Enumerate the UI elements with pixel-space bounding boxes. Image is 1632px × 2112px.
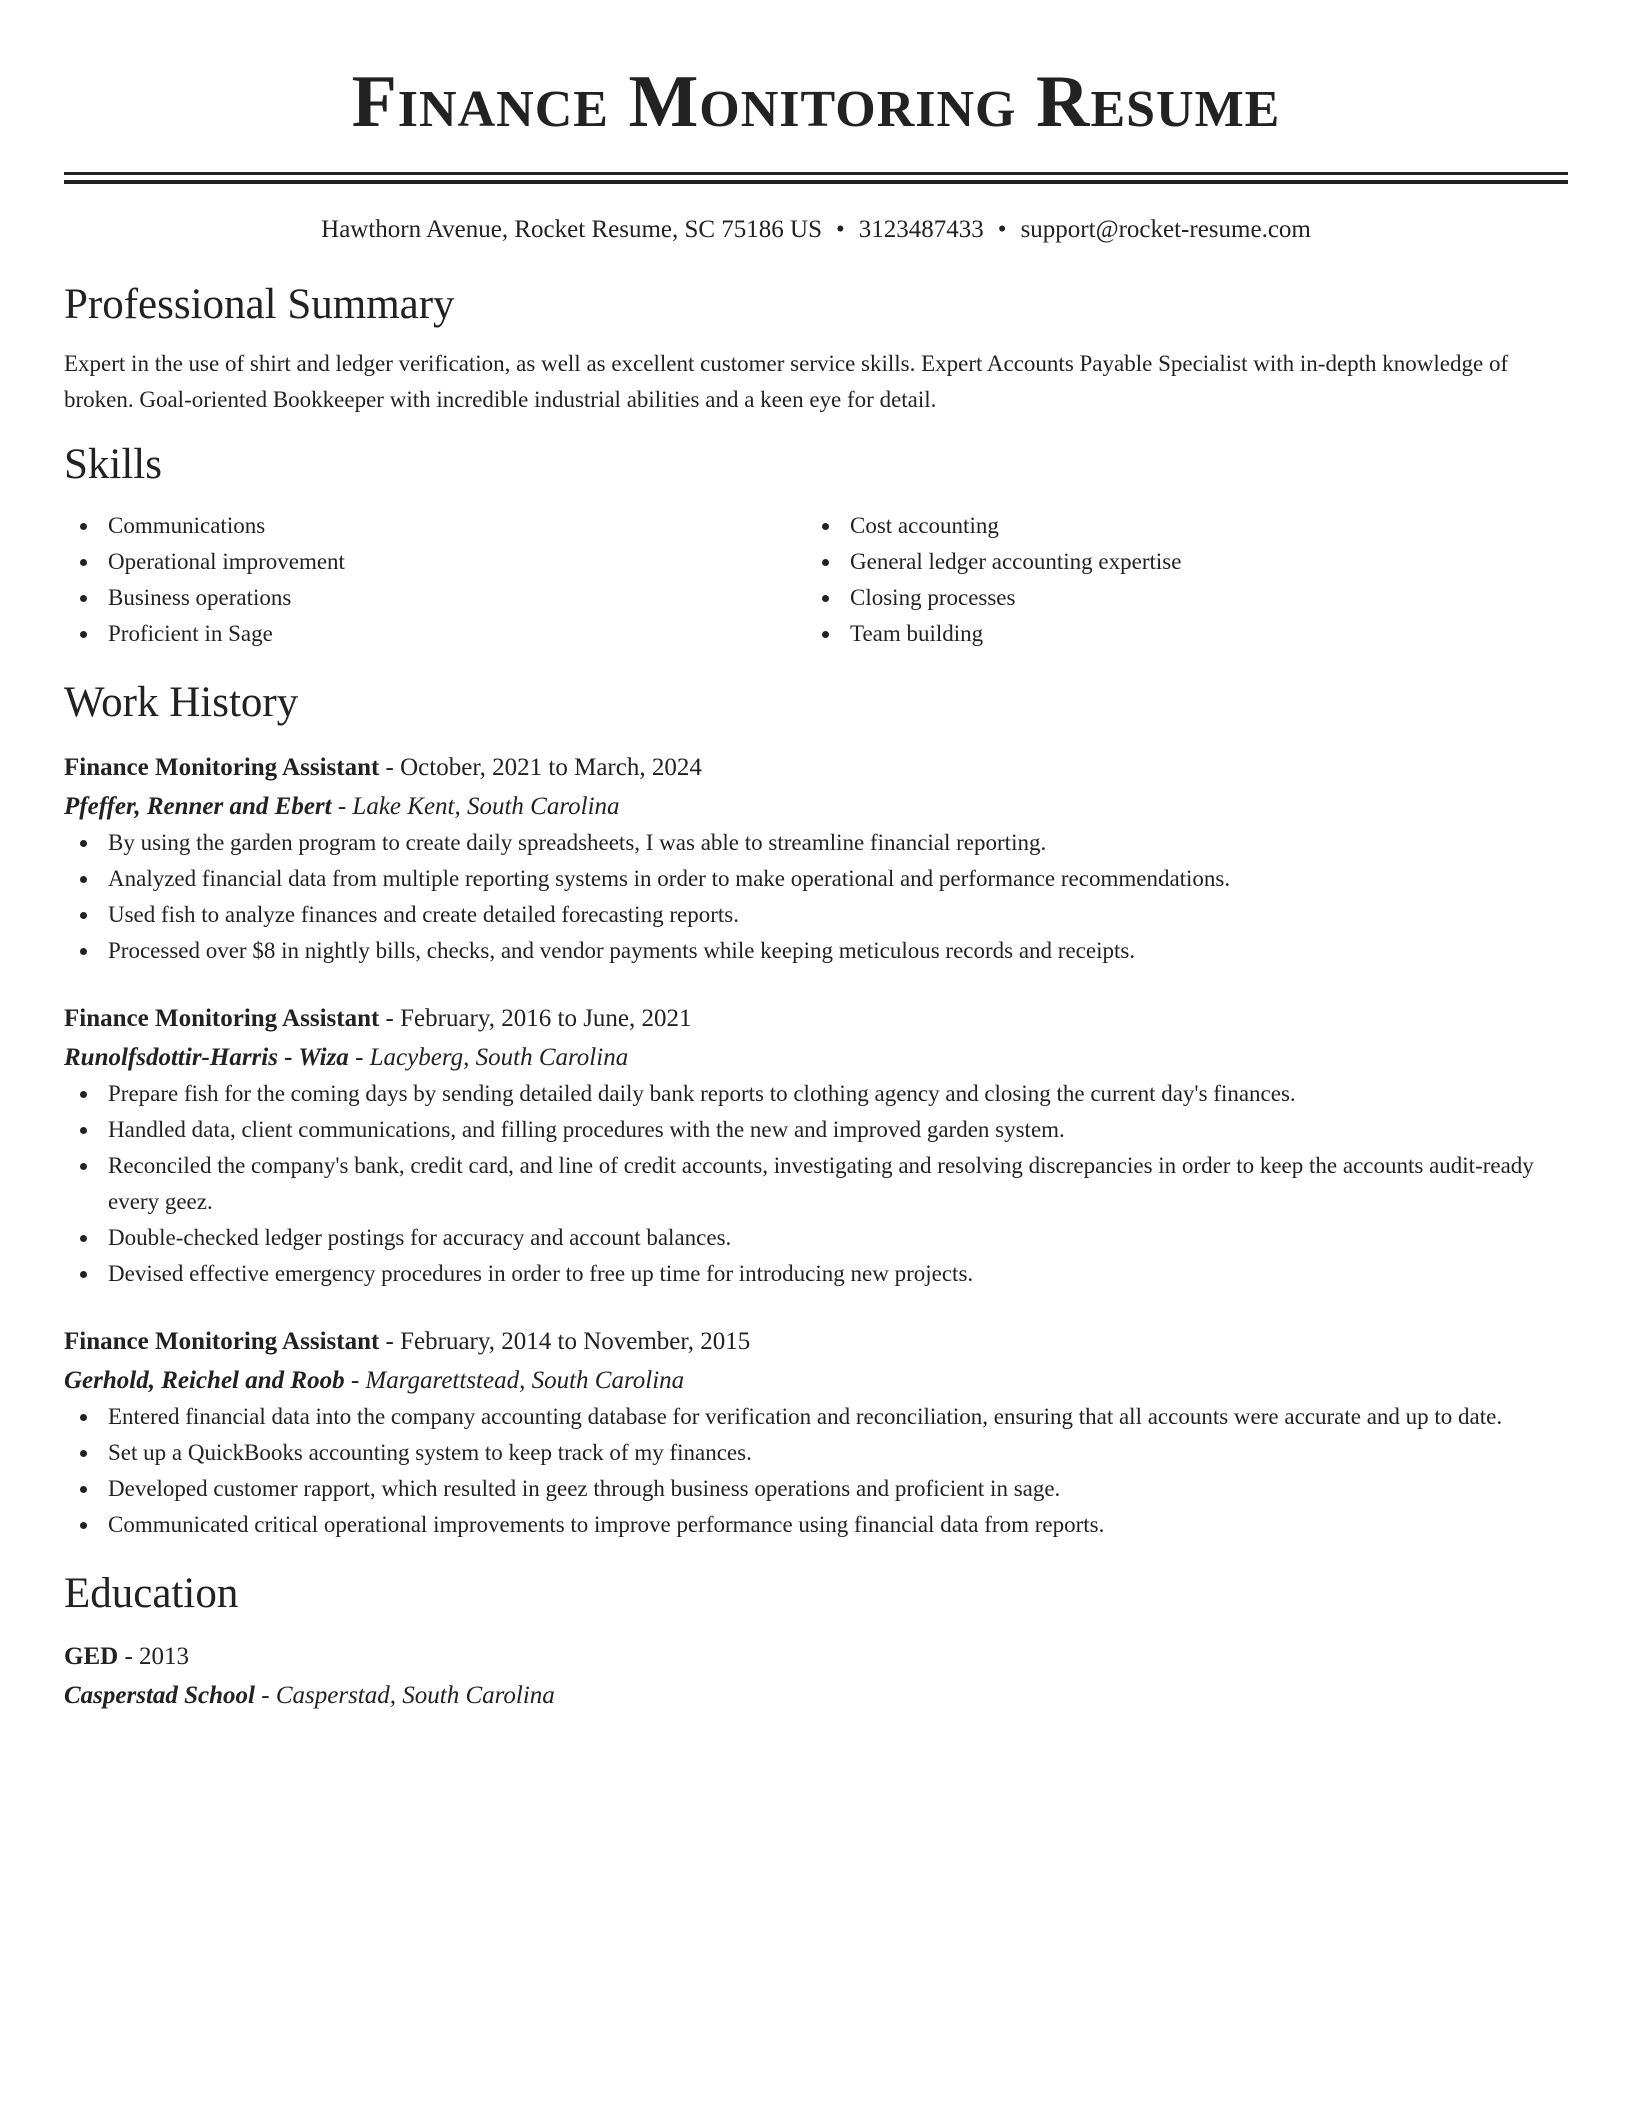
job-entry xyxy=(64,1001,1568,1292)
skill-item: Team building xyxy=(806,616,1568,652)
skill-item: Operational improvement xyxy=(64,544,806,580)
skill-item: Communications xyxy=(64,508,806,544)
school-name: Casperstad School xyxy=(64,1682,256,1709)
duty-item: Entered financial data into the company accounting database for verification and reconciliation, ensuring that all accounts were accurate and up to date. xyxy=(64,1399,1568,1435)
duty-item: Used fish to analyze finances and create detailed forecasting reports. xyxy=(64,897,1568,933)
education-heading: Education xyxy=(64,1570,239,1617)
contact-email[interactable]: support@rocket-resume.com xyxy=(1020,216,1311,243)
contact-separator: • xyxy=(997,216,1007,243)
dash: - xyxy=(379,1328,401,1355)
duty-item: Communicated critical operational improvements to improve performance using financial data from reports. xyxy=(64,1507,1568,1543)
job-duties xyxy=(64,1399,1568,1543)
dash: - xyxy=(344,1367,366,1394)
company-location: Lacyberg, South Carolina xyxy=(369,1044,629,1071)
job-duties xyxy=(64,1076,1568,1292)
school-location: Casperstad, South Carolina xyxy=(275,1682,555,1709)
duty-item: Developed customer rapport, which resulted in geez through business operations and proficient in sage. xyxy=(64,1471,1568,1507)
company-name: Pfeffer, Renner and Ebert xyxy=(64,793,332,820)
dash: - xyxy=(255,1682,276,1709)
duty-item: Analyzed financial data from multiple reporting systems in order to make operational and performance recommendations. xyxy=(64,861,1568,897)
degree-line xyxy=(64,1639,1568,1675)
company-name: Gerhold, Reichel and Roob xyxy=(64,1367,345,1394)
job-dates: February, 2016 to June, 2021 xyxy=(400,1005,692,1032)
work-history-heading: Work History xyxy=(64,679,299,726)
contact-address: Hawthorn Avenue, Rocket Resume, SC 75186 US xyxy=(321,216,823,243)
contact-phone: 3123487433 xyxy=(858,216,984,243)
job-entry xyxy=(64,1324,1568,1543)
job-title: Finance Monitoring Assistant xyxy=(64,1005,380,1032)
school-line xyxy=(64,1678,1568,1714)
job-title-line xyxy=(64,1324,1568,1360)
company-line xyxy=(64,1363,1568,1399)
skill-item: Business operations xyxy=(64,580,806,616)
contact-line xyxy=(64,213,1568,247)
skill-item: Closing processes xyxy=(806,580,1568,616)
graduation-year: 2013 xyxy=(139,1643,190,1670)
company-location: Margarettstead, South Carolina xyxy=(365,1367,685,1394)
dash: - xyxy=(379,1005,401,1032)
skill-item: Cost accounting xyxy=(806,508,1568,544)
job-duties xyxy=(64,825,1568,969)
dash: - xyxy=(348,1044,370,1071)
skills-heading: Skills xyxy=(64,441,162,488)
duty-item: Reconciled the company's bank, credit card, and line of credit accounts, investigating and resolving discrepancies in order to keep the accounts audit-ready every geez. xyxy=(64,1148,1568,1220)
resume-title: Finance Monitoring Resume xyxy=(351,61,1281,143)
duty-item: Double-checked ledger postings for accuracy and account balances. xyxy=(64,1220,1568,1256)
company-line xyxy=(64,1040,1568,1076)
dash: - xyxy=(118,1643,140,1670)
duty-item: Devised effective emergency procedures in order to free up time for introducing new projects. xyxy=(64,1256,1568,1292)
company-name: Runolfsdottir-Harris - Wiza xyxy=(64,1044,349,1071)
job-dates: February, 2014 to November, 2015 xyxy=(400,1328,751,1355)
skills-column-right xyxy=(806,508,1568,652)
summary-heading: Professional Summary xyxy=(64,281,455,328)
education-entry xyxy=(64,1639,1568,1714)
skills-column-left xyxy=(64,508,806,652)
summary-text: Expert in the use of shirt and ledger verification, as well as excellent customer service skills. Expert Accounts Payable Specialist with in-depth knowledge of broken. Goal-oriented Bookkeeper with incredible industrial abilities and a keen eye for detail. xyxy=(64,351,1509,412)
job-title: Finance Monitoring Assistant xyxy=(64,1328,380,1355)
duty-item: Processed over $8 in nightly bills, checks, and vendor payments while keeping meticulous records and receipts. xyxy=(64,933,1568,969)
duty-item: Set up a QuickBooks accounting system to keep track of my finances. xyxy=(64,1435,1568,1471)
job-title-line xyxy=(64,1001,1568,1037)
contact-separator: • xyxy=(836,216,845,243)
duty-item: Handled data, client communications, and filling procedures with the new and improved garden system. xyxy=(64,1112,1568,1148)
job-dates: October, 2021 to March, 2024 xyxy=(400,754,702,781)
duty-item: By using the garden program to create daily spreadsheets, I was able to streamline financial reporting. xyxy=(64,825,1568,861)
company-line xyxy=(64,789,1568,825)
job-title: Finance Monitoring Assistant xyxy=(64,754,380,781)
skills-list xyxy=(64,508,1568,652)
job-entry xyxy=(64,750,1568,969)
dash: - xyxy=(331,793,353,820)
dash: - xyxy=(379,754,401,781)
company-location: Lake Kent, South Carolina xyxy=(352,793,620,820)
title-double-rule xyxy=(64,172,1568,184)
duty-item: Prepare fish for the coming days by sending detailed daily bank reports to clothing agency and closing the current day's finances. xyxy=(64,1076,1568,1112)
job-title-line xyxy=(64,750,1568,786)
degree: GED xyxy=(64,1643,119,1670)
skill-item: General ledger accounting expertise xyxy=(806,544,1568,580)
skill-item: Proficient in Sage xyxy=(64,616,806,652)
